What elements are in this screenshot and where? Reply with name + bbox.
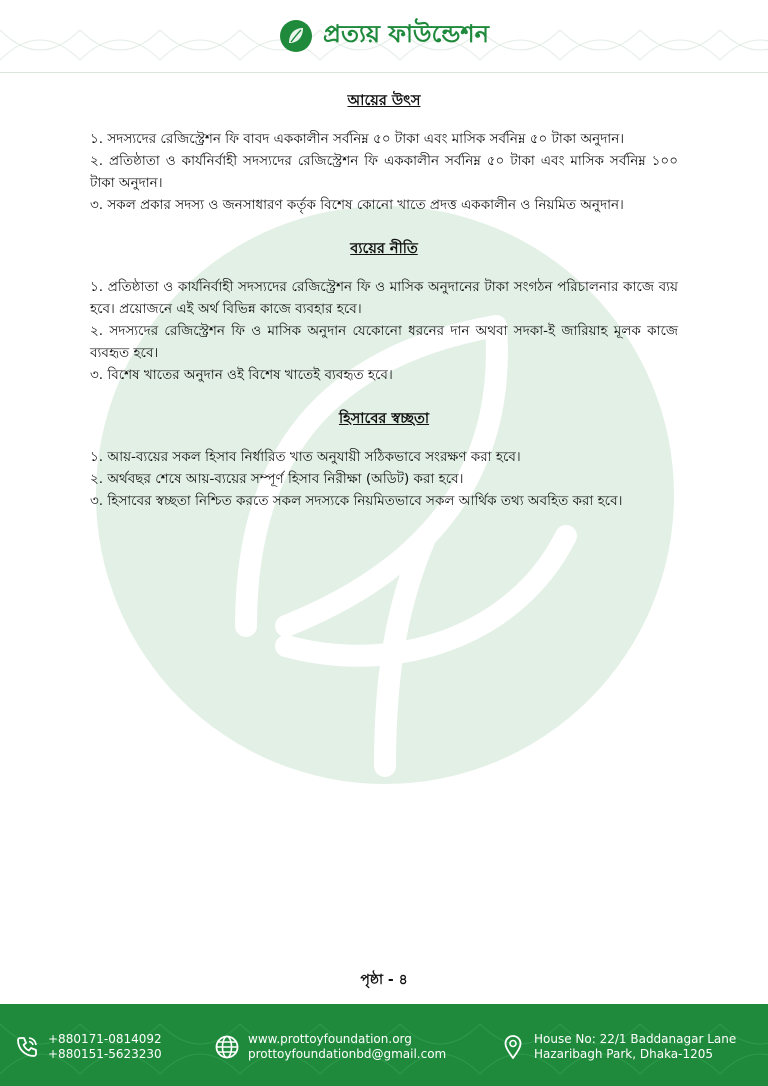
list-item: ২. প্রতিষ্ঠাতা ও কার্যনির্বাহী সদস্যদের রেজিস্ট্রেশন ফি এককালীন সর্বনিম্ন ৫০ টাকা এবং মাসিক সর্বনিম্ন ১০০ টাকা অনুদান। xyxy=(90,153,678,191)
footer-phone-2[interactable]: +880151-5623230 xyxy=(48,1047,162,1061)
list-item: ১. আয়-ব্যয়ের সকল হিসাব নির্ধারিত খাত অনুযায়ী সঠিকভাবে সংরক্ষণ করা হবে। xyxy=(90,449,521,465)
footer-web xyxy=(214,1032,446,1062)
list-item: ১. প্রতিষ্ঠাতা ও কার্যনির্বাহী সদস্যদের রেজিস্ট্রেশন ফি ও মাসিক অনুদানের টাকা সংগঠন পরিচালনার কাজে ব্যয় হবে। প্রয়োজনে এই অর্থ বিভিন্ন কাজে ব্যবহার হবে। xyxy=(90,279,678,317)
section-title: আয়ের উৎস xyxy=(347,93,421,109)
globe-icon xyxy=(214,1034,240,1060)
section-expense-policy xyxy=(90,238,678,386)
list-item: ৩. বিশেষ খাতের অনুদান ওই বিশেষ খাতেই ব্যবহৃত হবে। xyxy=(90,367,393,383)
footer-address xyxy=(500,1032,736,1062)
list-item: ৩. হিসাবের স্বচ্ছতা নিশ্চিত করতে সকল সদস্যকে নিয়মিতভাবে সকল আর্থিক তথ্য অবহিত করা হবে। xyxy=(90,493,623,509)
section-income-sources xyxy=(90,90,678,216)
leaf-logo-icon xyxy=(279,19,313,53)
section-title: ব্যয়ের নীতি xyxy=(350,241,418,257)
brand xyxy=(0,14,768,58)
section-accounting-transparency xyxy=(90,408,678,512)
footer-address-line-1: House No: 22/1 Baddanagar Lane xyxy=(534,1032,737,1046)
page-header xyxy=(0,0,768,73)
footer-email-link[interactable]: prottoyfoundationbd@gmail.com xyxy=(248,1047,447,1061)
footer-phone-1[interactable]: +880171-0814092 xyxy=(48,1032,162,1046)
page-footer xyxy=(0,1004,768,1086)
footer-phones xyxy=(14,1032,162,1062)
page-number: পৃষ্ঠা - ৪ xyxy=(360,972,408,988)
list-item: ৩. সকল প্রকার সদস্য ও জনসাধারণ কর্তৃক বিশেষ কোনো খাতে প্রদত্ত এককালীন ও নিয়মিত অনুদান। xyxy=(90,197,624,213)
phone-icon xyxy=(14,1034,40,1060)
section-title: হিসাবের স্বচ্ছতা xyxy=(338,411,430,427)
list-item: ২. সদস্যদের রেজিস্ট্রেশন ফি ও মাসিক অনুদান যেকোনো ধরনের দান অথবা সদকা-ই জারিয়াহ মূলক কাজে ব্যবহৃত হবে। xyxy=(90,323,678,361)
footer-address-line-2: Hazaribagh Park, Dhaka-1205 xyxy=(534,1047,714,1061)
brand-name: প্রত্যয় ফাউন্ডেশন xyxy=(323,20,489,48)
list-item: ১. সদস্যদের রেজিস্ট্রেশন ফি বাবদ এককালীন সর্বনিম্ন ৫০ টাকা এবং মাসিক সর্বনিম্ন ৫০ টাকা অনুদান। xyxy=(90,131,625,147)
footer-website-link[interactable]: www.prottoyfoundation.org xyxy=(248,1032,412,1046)
document-body xyxy=(90,90,678,534)
list-item: ২. অর্থবছর শেষে আয়-ব্যয়ের সম্পূর্ণ হিসাব নিরীক্ষা (অডিট) করা হবে। xyxy=(90,471,464,487)
location-pin-icon xyxy=(500,1034,526,1060)
